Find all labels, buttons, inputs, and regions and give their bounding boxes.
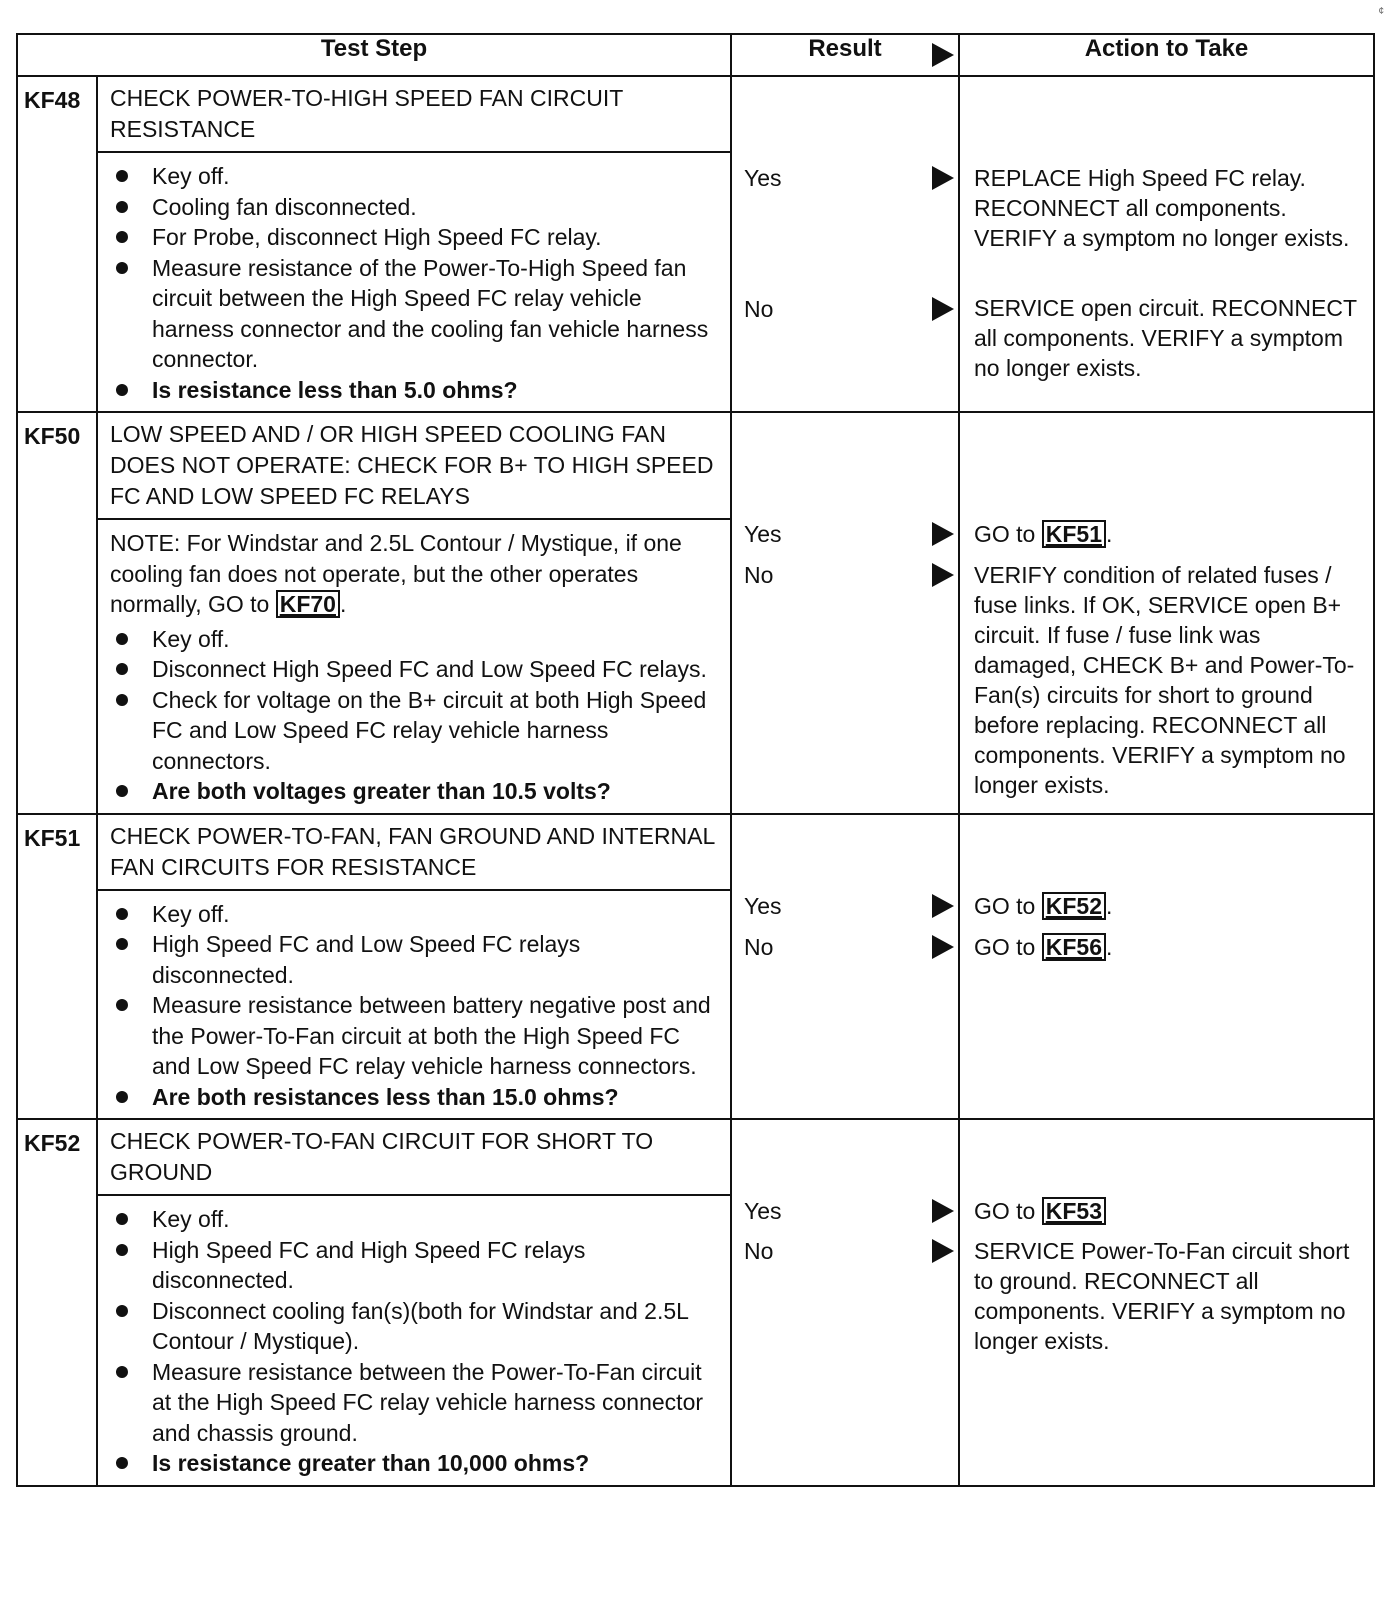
step-code: KF50 — [17, 412, 97, 519]
result-no-label: No — [744, 933, 774, 960]
action-yes — [960, 1196, 1373, 1236]
bullet-item: Key off. — [110, 899, 720, 930]
result-no — [732, 560, 958, 590]
bullet-item: Measure resistance between battery negative post and the Power-To-Fan circuit at both the High Speed FC and Low Speed FC relay vehicle harness connectors. — [110, 990, 720, 1082]
step-bullets — [110, 899, 720, 1113]
action-cell — [959, 814, 1374, 1120]
result-no-label: No — [744, 296, 774, 322]
result-yes — [732, 1196, 958, 1226]
step-kf50-title-row — [17, 412, 1374, 519]
bullet-item: Key off. — [110, 1204, 720, 1235]
header-action: Action to Take — [959, 34, 1374, 76]
action-goto-text: GO to — [974, 892, 1036, 919]
action-goto-text: GO to — [974, 933, 1036, 960]
action-suffix: . — [1106, 933, 1113, 960]
arrow-right-icon — [932, 894, 954, 918]
step-code: KF51 — [17, 814, 97, 890]
table-header-row — [17, 34, 1374, 76]
bullet-item: Disconnect High Speed FC and Low Speed FC relays. — [110, 654, 720, 685]
result-yes-label: Yes — [744, 165, 782, 191]
arrow-right-icon — [932, 297, 954, 321]
result-no-label: No — [744, 1238, 774, 1264]
step-title: CHECK POWER-TO-FAN CIRCUIT FOR SHORT TO GROUND — [97, 1119, 731, 1195]
arrow-right-icon — [932, 563, 954, 587]
result-yes-label: Yes — [744, 892, 782, 919]
code-spacer — [17, 519, 97, 814]
step-ref-link[interactable]: KF52 — [1042, 892, 1106, 920]
arrow-right-icon — [932, 1239, 954, 1263]
bullet-item: For Probe, disconnect High Speed FC relay. — [110, 222, 720, 253]
bullet-item: Check for voltage on the B+ circuit at both High Speed FC and Low Speed FC relay vehicle harness connectors. — [110, 685, 720, 777]
step-kf51-title-row — [17, 814, 1374, 890]
bullet-question: Is resistance greater than 10,000 ohms? — [110, 1448, 720, 1479]
result-no — [732, 294, 958, 324]
step-bullets — [110, 161, 720, 405]
step-title: LOW SPEED AND / OR HIGH SPEED COOLING FAN DOES NOT OPERATE: CHECK FOR B+ TO HIGH SPEED FC AND LOW SPEED FC RELAYS — [97, 412, 731, 519]
step-ref-link[interactable]: KF51 — [1042, 520, 1106, 548]
action-yes — [960, 519, 1373, 560]
result-cell — [731, 814, 959, 1120]
action-suffix: . — [1106, 521, 1113, 547]
bullet-question: Are both resistances less than 15.0 ohms? — [110, 1082, 720, 1113]
diagnostic-table — [16, 33, 1375, 1487]
bullet-question: Are both voltages greater than 10.5 volts? — [110, 776, 720, 807]
bullet-question: Is resistance less than 5.0 ohms? — [110, 375, 720, 406]
arrow-right-icon — [932, 935, 954, 959]
step-code: KF48 — [17, 76, 97, 152]
arrow-right-icon — [932, 43, 954, 67]
result-no-label: No — [744, 562, 774, 588]
bullet-item: High Speed FC and Low Speed FC relays disconnected. — [110, 929, 720, 990]
step-body — [97, 1195, 731, 1486]
step-body — [97, 519, 731, 814]
arrow-right-icon — [932, 166, 954, 190]
arrow-right-icon — [932, 1199, 954, 1223]
test-step-sheet — [16, 33, 1373, 1487]
corner-mark: ¢ — [1378, 6, 1384, 17]
step-body — [97, 890, 731, 1120]
action-cell — [959, 412, 1374, 814]
bullet-item: Measure resistance of the Power-To-High Speed fan circuit between the High Speed FC relay vehicle harness connector and the cooling fan vehicle harness connector. — [110, 253, 720, 375]
header-result — [731, 34, 959, 76]
action-cell — [959, 76, 1374, 412]
bullet-item: Cooling fan disconnected. — [110, 192, 720, 223]
step-kf48-title-row — [17, 76, 1374, 152]
code-spacer — [17, 1195, 97, 1486]
bullet-item: High Speed FC and High Speed FC relays disconnected. — [110, 1235, 720, 1296]
result-cell — [731, 76, 959, 412]
result-yes — [732, 163, 958, 193]
step-ref-link[interactable]: KF56 — [1042, 933, 1106, 961]
action-goto-text: GO to — [974, 1198, 1036, 1224]
step-ref-link[interactable]: KF70 — [276, 590, 340, 618]
bullet-item: Key off. — [110, 161, 720, 192]
step-bullets — [110, 1204, 720, 1479]
action-goto-text: GO to — [974, 521, 1036, 547]
action-no: SERVICE Power-To-Fan circuit short to ground. RECONNECT all components. VERIFY a symptom no longer exists. — [974, 1238, 1350, 1354]
arrow-right-icon — [932, 522, 954, 546]
result-cell — [731, 1119, 959, 1486]
action-cell — [959, 1119, 1374, 1486]
code-spacer — [17, 890, 97, 1120]
result-no — [732, 932, 958, 962]
action-no: VERIFY condition of related fuses / fuse links. If OK, SERVICE open B+ circuit. If fuse / fuse link was damaged, CHECK B+ and Power-To-Fan(s) circuits for short to ground before replacing. RECONNECT all components. VERIFY a symptom no longer exists. — [974, 562, 1355, 798]
step-body — [97, 152, 731, 412]
step-title: CHECK POWER-TO-HIGH SPEED FAN CIRCUIT RESISTANCE — [97, 76, 731, 152]
action-no — [960, 932, 1373, 962]
header-test-step: Test Step — [17, 34, 731, 76]
result-cell — [731, 412, 959, 814]
bullet-item: Key off. — [110, 624, 720, 655]
note-text: NOTE: For Windstar and 2.5L Contour / Mystique, if one cooling fan does not operate, but the other operates normally, GO to — [110, 530, 682, 617]
bullet-item: Measure resistance between the Power-To-Fan circuit at the High Speed FC relay vehicle harness connector and chassis ground. — [110, 1357, 720, 1449]
note-suffix: . — [339, 591, 347, 617]
action-yes — [960, 891, 1373, 932]
header-result-label: Result — [808, 35, 882, 62]
step-title: CHECK POWER-TO-FAN, FAN GROUND AND INTERNAL FAN CIRCUITS FOR RESISTANCE — [97, 814, 731, 890]
action-suffix: . — [1106, 892, 1113, 919]
code-spacer — [17, 152, 97, 412]
step-note — [110, 528, 720, 620]
step-ref-link[interactable]: KF53 — [1042, 1197, 1106, 1225]
action-yes: REPLACE High Speed FC relay. RECONNECT all components. VERIFY a symptom no longer exists. — [974, 165, 1350, 251]
step-bullets — [110, 624, 720, 807]
result-yes-label: Yes — [744, 1198, 782, 1224]
bullet-item: Disconnect cooling fan(s)(both for Windstar and 2.5L Contour / Mystique). — [110, 1296, 720, 1357]
result-yes-label: Yes — [744, 521, 782, 547]
action-no: SERVICE open circuit. RECONNECT all components. VERIFY a symptom no longer exists. — [974, 295, 1357, 381]
step-kf52-title-row — [17, 1119, 1374, 1195]
result-yes — [732, 519, 958, 549]
result-yes — [732, 891, 958, 921]
result-no — [732, 1236, 958, 1266]
step-code: KF52 — [17, 1119, 97, 1195]
